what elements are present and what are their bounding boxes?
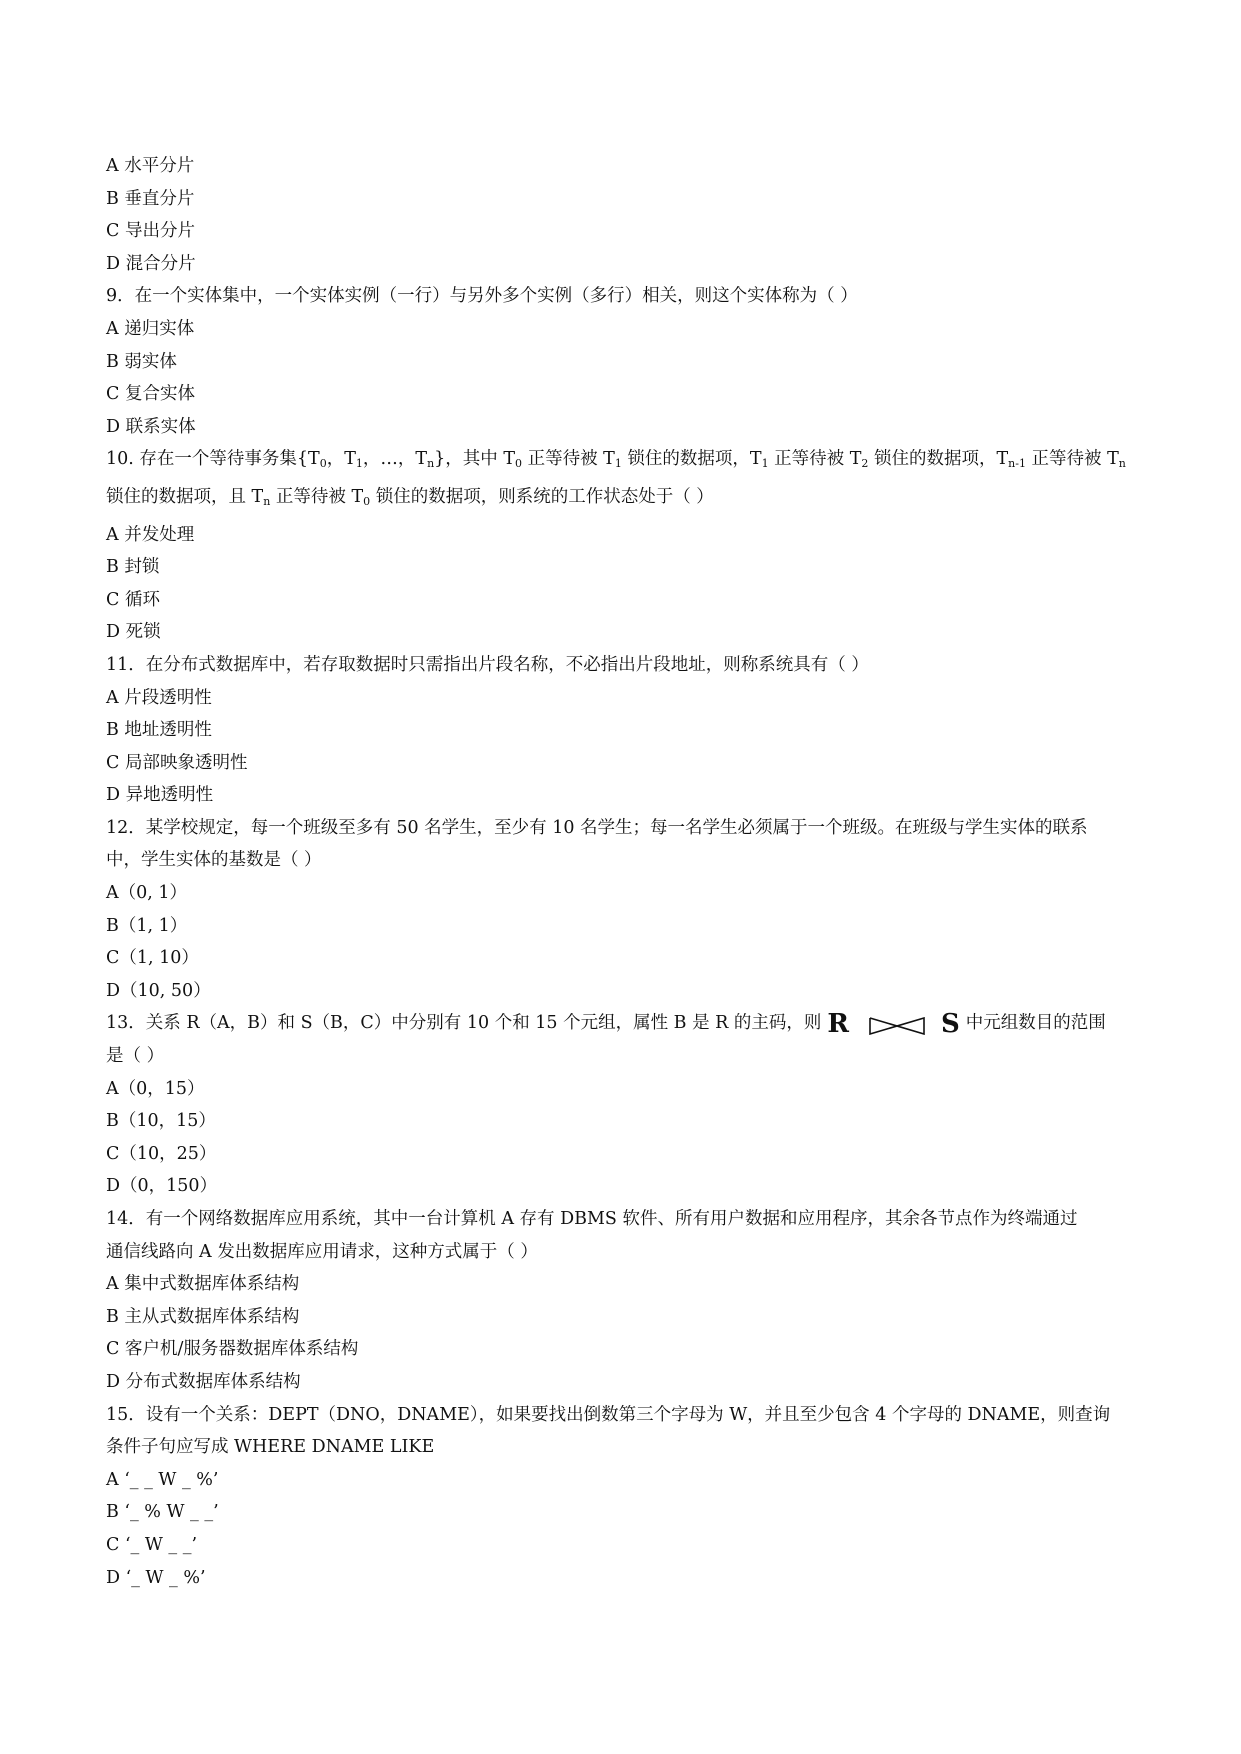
q9-option-d: D 联系实体 [106,416,196,437]
q11-option-a: A 片段透明性 [106,687,212,708]
q8-option-a: A 水平分片 [106,156,195,176]
q12-option-c: C（1, 10） [106,948,199,969]
q13-stem-line1: 13．关系 R（A，B）和 S（B，C）中分别有 10 个和 15 个元组，属性 B 是 R 的主码，则 R S 中元组数目的范围 [106,1009,1106,1040]
relation-r: R [827,1009,849,1040]
q14-option-b: B 主从式数据库体系结构 [106,1306,300,1327]
natural-join-expression [827,1009,960,1040]
q8-option-b: B 垂直分片 [106,188,195,209]
q8-option-c: C 导出分片 [106,221,195,242]
q14-option-a: A 集中式数据库体系结构 [106,1274,300,1295]
q10-stem-line2: 锁住的数据项，且 $T_n$ 正等待被 $T_0$ 锁住的数据项，则系统的工作状态处于（ ） [106,486,714,508]
q12-stem-line1: 12．某学校规定，每一个班级至多有 50 名学生，至少有 10 名学生；每一名学生必须属于一个班级。在班级与学生实体的联系 [106,817,1088,838]
q15-option-d: D ‘_ W _ %’ [106,1567,206,1588]
q12-option-b: B（1, 1） [106,915,188,936]
q9-option-b: B 弱实体 [106,351,177,372]
q9-option-a: A 递归实体 [106,318,195,339]
q9-option-c: C 复合实体 [106,384,195,405]
q11-stem: 11．在分布式数据库中，若存取数据时只需指出片段名称，不必指出片段地址，则称系统具有（ ） [106,654,869,675]
q11-option-c: C 局部映象透明性 [106,752,248,773]
document-page [106,150,1141,1594]
q9-stem: 9．在一个实体集中，一个实体实例（一行）与另外多个实例（多行）相关，则这个实体称为（ ） [106,286,858,307]
q15-option-a: A ‘_ _ W _ %’ [106,1469,219,1490]
q10-option-d: D 死锁 [106,622,161,643]
q13-stem-line2: 是（ ） [106,1046,165,1067]
q15-stem-line2: 条件子句应写成 WHERE DNAME LIKE [106,1437,435,1458]
q8-option-d: D 混合分片 [106,253,196,274]
q13-option-c: C（10，25） [106,1143,217,1164]
q15-stem-line1: 15．设有一个关系：DEPT（DNO，DNAME），如果要找出倒数第三个字母为 W，并且至少包含 4 个字母的 DNAME，则查询 [106,1404,1111,1425]
q10-option-c: C 循环 [106,589,160,610]
q12-stem-line2: 中，学生实体的基数是（ ） [106,850,322,871]
q11-option-b: B 地址透明性 [106,720,212,741]
q15-option-b: B ‘_ % W _ _’ [106,1502,219,1523]
q10-option-b: B 封锁 [106,557,160,578]
q11-option-d: D 异地透明性 [106,785,214,806]
q15-option-c: C ‘_ W _ _’ [106,1534,198,1555]
q12-option-a: A（0, 1） [106,883,188,904]
q10-option-a: A 并发处理 [106,524,195,545]
q14-stem-line1: 14．有一个网络数据库应用系统，其中一台计算机 A 存有 DBMS 软件、所有用户数据和应用程序，其余各节点作为终端通过 [106,1209,1078,1229]
q14-option-d: D 分布式数据库体系结构 [106,1371,301,1392]
q13-option-b: B（10，15） [106,1111,216,1132]
q14-stem-line2: 通信线路向 A 发出数据库应用请求，这种方式属于（ ） [106,1241,538,1262]
relation-s: S [941,1009,960,1040]
q13-option-d: D（0，150） [106,1176,218,1197]
natural-join-icon [869,1017,925,1035]
q10-stem-line1: 10. 存在一个等待事务集{$T_0$，$T_1$，…，$T_n$}，其中 $T_0$ 正等待被 $T_1$ 锁住的数据项，$T_1$ 正等待被 $T_2$ 锁住的数据项，$T_{n-1}$ 正等待被 $T_n$ [106,449,1126,471]
q14-option-c: C 客户机/服务器数据库体系结构 [106,1339,359,1360]
q13-option-a: A（0，15） [106,1078,205,1099]
q12-option-d: D（10, 50） [106,980,211,1001]
